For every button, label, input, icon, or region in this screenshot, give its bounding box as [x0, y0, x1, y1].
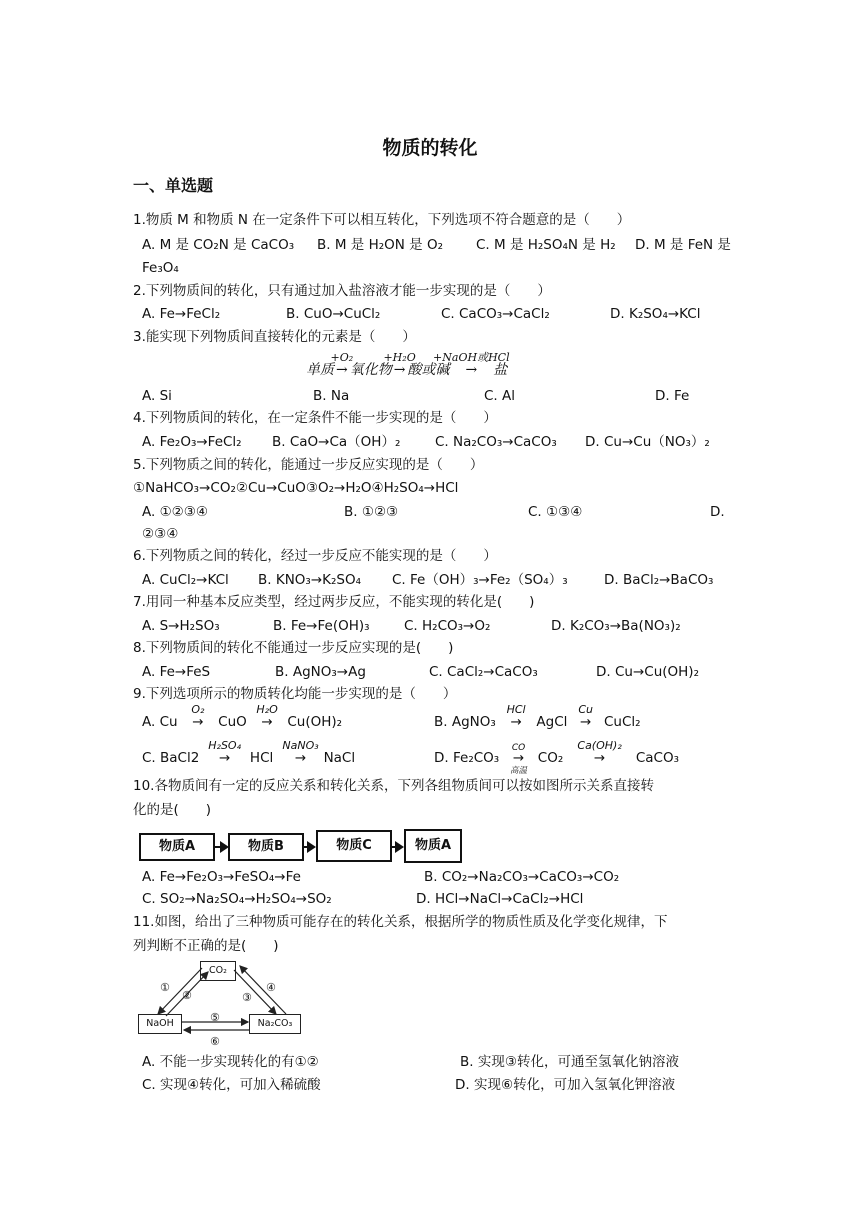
diagram-label-2: ② — [182, 989, 192, 1002]
q11-option-b[interactable]: B. 实现③转化，可通至氢氧化钠溶液 — [460, 1054, 679, 1070]
q5-option-b[interactable]: B. ①②③ — [344, 504, 399, 520]
q5-option-a[interactable]: A. ①②③④ — [142, 504, 208, 520]
q11-option-d[interactable]: D. 实现⑥转化，可加入氢氧化钾溶液 — [455, 1077, 676, 1093]
q5-option-d[interactable]: D. — [710, 504, 725, 520]
chain-arrow-2: +H₂O → — [383, 351, 416, 378]
diagram-label-6: ⑥ — [210, 1035, 220, 1048]
question-5-stem: 5.下列物质之间的转化，能通过一步反应实现的是（ ） — [133, 457, 484, 473]
q7-option-a[interactable]: A. S→H₂SO₃ — [142, 618, 220, 634]
q9-option-c[interactable]: C. BaCl2 H₂SO₄ → HCl NaNO₃ → NaCl — [142, 739, 356, 766]
q3-option-b[interactable]: B. Na — [313, 388, 350, 404]
q2-option-d[interactable]: D. K₂SO₄→KCl — [610, 306, 701, 322]
q2-option-c[interactable]: C. CaCO₃→CaCl₂ — [441, 306, 550, 322]
chain-salt: 盐 — [493, 362, 508, 378]
q11-option-c[interactable]: C. 实现④转化，可加入稀硫酸 — [142, 1077, 321, 1093]
q9-option-b[interactable]: B. AgNO₃ HCl → AgCl Cu → CuCl₂ — [434, 703, 641, 730]
q4-option-d[interactable]: D. Cu→Cu（NO₃）₂ — [585, 434, 710, 450]
q10-option-d[interactable]: D. HCl→NaCl→CaCl₂→HCl — [416, 891, 584, 907]
question-9-stem: 9.下列选项所示的物质转化均能一步实现的是（ ） — [133, 686, 457, 702]
diagram-label-1: ① — [160, 981, 170, 994]
q9-option-a[interactable]: A. Cu O₂ → CuO H₂O → Cu(OH)₂ — [142, 703, 343, 730]
q10-option-c[interactable]: C. SO₂→Na₂SO₄→H₂SO₄→SO₂ — [142, 891, 332, 907]
q3-conversion-chain — [306, 351, 510, 380]
question-1-stem: 1.物质 M 和物质 N 在一定条件下可以相互转化，下列选项不符合题意的是（ ） — [133, 212, 631, 228]
diagram-node-co2: CO₂ — [200, 961, 236, 981]
q5-option-c[interactable]: C. ①③④ — [528, 504, 583, 520]
box-substance-a-end: 物质A — [404, 829, 462, 863]
box-substance-b: 物质B — [228, 833, 304, 861]
q8-option-c[interactable]: C. CaCl₂→CaCO₃ — [429, 664, 538, 680]
arrow-c-to-a — [392, 846, 402, 848]
question-2-stem: 2.下列物质间的转化，只有通过加入盐溶液才能一步实现的是（ ） — [133, 283, 551, 299]
question-3-stem: 3.能实现下列物质间直接转化的元素是（ ） — [133, 329, 416, 345]
diagram-label-3: ③ — [242, 991, 252, 1004]
q1-option-b[interactable]: B. M 是 H₂ON 是 O₂ — [317, 237, 443, 253]
q2-option-a[interactable]: A. Fe→FeCl₂ — [142, 306, 221, 322]
chain-oxide: 氧化物 — [349, 362, 392, 378]
q6-option-b[interactable]: B. KNO₃→K₂SO₄ — [258, 572, 362, 588]
q4-option-b[interactable]: B. CaO→Ca（OH）₂ — [272, 434, 401, 450]
q1-option-d-cont: Fe₃O₄ — [142, 260, 179, 276]
q8-option-a[interactable]: A. Fe→FeS — [142, 664, 211, 680]
section-heading: 一、单选题 — [133, 176, 214, 195]
q4-option-c[interactable]: C. Na₂CO₃→CaCO₃ — [435, 434, 557, 450]
box-substance-a: 物质A — [139, 833, 215, 861]
question-7-stem: 7.用同一种基本反应类型，经过两步反应，不能实现的转化是( ) — [133, 594, 535, 610]
q5-items: ①NaHCO₃→CO₂②Cu→CuO③O₂→H₂O④H₂SO₄→HCl — [133, 480, 459, 496]
q8-option-b[interactable]: B. AgNO₃→Ag — [275, 664, 366, 680]
q11-option-a[interactable]: A. 不能一步实现转化的有①② — [142, 1054, 319, 1070]
diagram-node-naoh: NaOH — [138, 1014, 182, 1034]
question-6-stem: 6.下列物质之间的转化，经过一步反应不能实现的是（ ） — [133, 548, 497, 564]
box-substance-c: 物质C — [316, 830, 392, 862]
q7-option-b[interactable]: B. Fe→Fe(OH)₃ — [273, 618, 370, 634]
q10-option-b[interactable]: B. CO₂→Na₂CO₃→CaCO₃→CO₂ — [424, 869, 620, 885]
page-title: 物质的转化 — [382, 137, 478, 159]
q3-option-d[interactable]: D. Fe — [655, 388, 690, 404]
q2-option-b[interactable]: B. CuO→CuCl₂ — [286, 306, 381, 322]
q3-option-a[interactable]: A. Si — [142, 388, 172, 404]
q7-option-d[interactable]: D. K₂CO₃→Ba(NO₃)₂ — [551, 618, 681, 634]
chain-acid-base: 酸或碱 — [407, 362, 450, 378]
question-4-stem: 4.下列物质间的转化，在一定条件不能一步实现的是（ ） — [133, 410, 497, 426]
q9-option-d[interactable]: D. Fe₂CO₃ CO → 高温 CO₂ Ca(OH)₂ → CaCO₃ — [434, 739, 680, 776]
question-11-stem-cont: 列判断不正确的是( ) — [133, 938, 279, 954]
arrow-a-to-b — [215, 846, 227, 848]
question-8-stem: 8.下列物质间的转化不能通过一步反应实现的是( ) — [133, 640, 454, 656]
diagram-node-na2co3: Na₂CO₃ — [249, 1014, 301, 1034]
question-10-stem: 10.各物质间有一定的反应关系和转化关系，下列各组物质间可以按如图所示关系直接转 — [133, 778, 654, 794]
q4-option-a[interactable]: A. Fe₂O₃→FeCl₂ — [142, 434, 242, 450]
q6-option-c[interactable]: C. Fe（OH）₃→Fe₂（SO₄）₃ — [392, 572, 568, 588]
q8-option-d[interactable]: D. Cu→Cu(OH)₂ — [596, 664, 699, 680]
chain-arrow-3: +NaOH或HCl → — [433, 351, 510, 378]
chain-simple-substance: 单质 — [306, 362, 334, 378]
q6-option-d[interactable]: D. BaCl₂→BaCO₃ — [604, 572, 714, 588]
diagram-label-4: ④ — [266, 981, 276, 994]
chain-arrow-1: +O₂ → — [330, 351, 354, 378]
question-10-stem-cont: 化的是( ) — [133, 802, 212, 818]
arrow-b-to-c — [304, 846, 314, 848]
question-11-stem: 11.如图，给出了三种物质可能存在的转化关系，根据所学的物质性质及化学变化规律，下 — [133, 914, 668, 930]
q1-option-a[interactable]: A. M 是 CO₂N 是 CaCO₃ — [142, 237, 295, 253]
q7-option-c[interactable]: C. H₂CO₃→O₂ — [404, 618, 491, 634]
q1-option-d[interactable]: D. M 是 FeN 是 — [635, 237, 731, 253]
q6-option-a[interactable]: A. CuCl₂→KCl — [142, 572, 229, 588]
q1-option-c[interactable]: C. M 是 H₂SO₄N 是 H₂ — [476, 237, 616, 253]
diagram-label-5: ⑤ — [210, 1011, 220, 1024]
q5-option-d-cont: ②③④ — [142, 526, 179, 542]
q3-option-c[interactable]: C. Al — [484, 388, 515, 404]
q10-option-a[interactable]: A. Fe→Fe₂O₃→FeSO₄→Fe — [142, 869, 301, 885]
